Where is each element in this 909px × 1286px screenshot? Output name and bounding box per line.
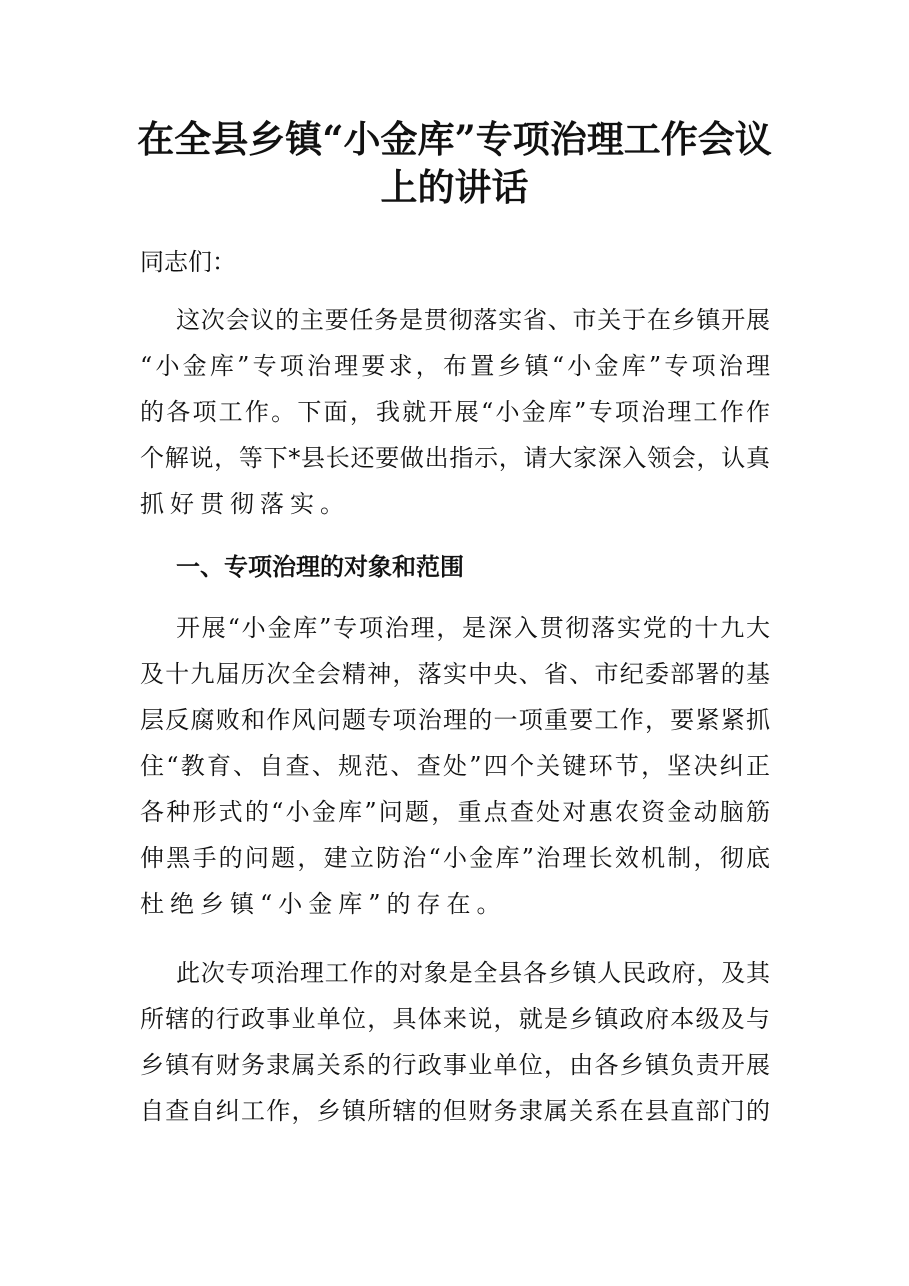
- paragraph-1-line-5: 抓好贯彻落实。: [140, 490, 350, 518]
- salutation: 同志们：: [140, 248, 236, 276]
- paragraph-2-line-7: 杜绝乡镇“小金库”的存在。: [140, 890, 507, 918]
- paragraph-2-line-4: 住“教育、自查、规范、查处”四个关键环节，坚决纠正: [140, 752, 770, 780]
- paragraph-3-line-4: 自查自纠工作，乡镇所辖的但财务隶属关系在县直部门的: [140, 1097, 770, 1125]
- paragraph-3-line-2: 所辖的行政事业单位，具体来说，就是乡镇政府本级及与: [140, 1005, 770, 1033]
- document-title-line-1: 在全县乡镇“小金库”专项治理工作会议: [137, 117, 772, 161]
- paragraph-1-line-3: 的各项工作。下面，我就开展“小金库”专项治理工作作: [140, 398, 770, 426]
- paragraph-2-line-5: 各种形式的“小金库”问题，重点查处对惠农资金动脑筋: [140, 798, 770, 826]
- paragraph-2-line-3: 层反腐败和作风问题专项治理的一项重要工作，要紧紧抓: [140, 706, 770, 734]
- section-heading-1: 一、专项治理的对象和范围: [176, 552, 464, 581]
- paragraph-1-line-4: 个解说，等下*县长还要做出指示，请大家深入领会，认真: [140, 444, 770, 472]
- paragraph-1-line-1: 这次会议的主要任务是贯彻落实省、市关于在乡镇开展: [176, 306, 770, 334]
- paragraph-3-line-1: 此次专项治理工作的对象是全县各乡镇人民政府，及其: [176, 959, 770, 987]
- paragraph-3-line-3: 乡镇有财务隶属关系的行政事业单位，由各乡镇负责开展: [140, 1051, 770, 1079]
- paragraph-2-line-1: 开展“小金库”专项治理，是深入贯彻落实党的十九大: [176, 614, 770, 642]
- document-title-line-2: 上的讲话: [380, 165, 529, 209]
- paragraph-2-line-6: 伸黑手的问题，建立防治“小金库”治理长效机制，彻底: [140, 844, 770, 872]
- paragraph-1-line-2: “小金库”专项治理要求，布置乡镇“小金库”专项治理: [140, 352, 770, 380]
- paragraph-2-line-2: 及十九届历次全会精神，落实中央、省、市纪委部署的基: [140, 660, 770, 688]
